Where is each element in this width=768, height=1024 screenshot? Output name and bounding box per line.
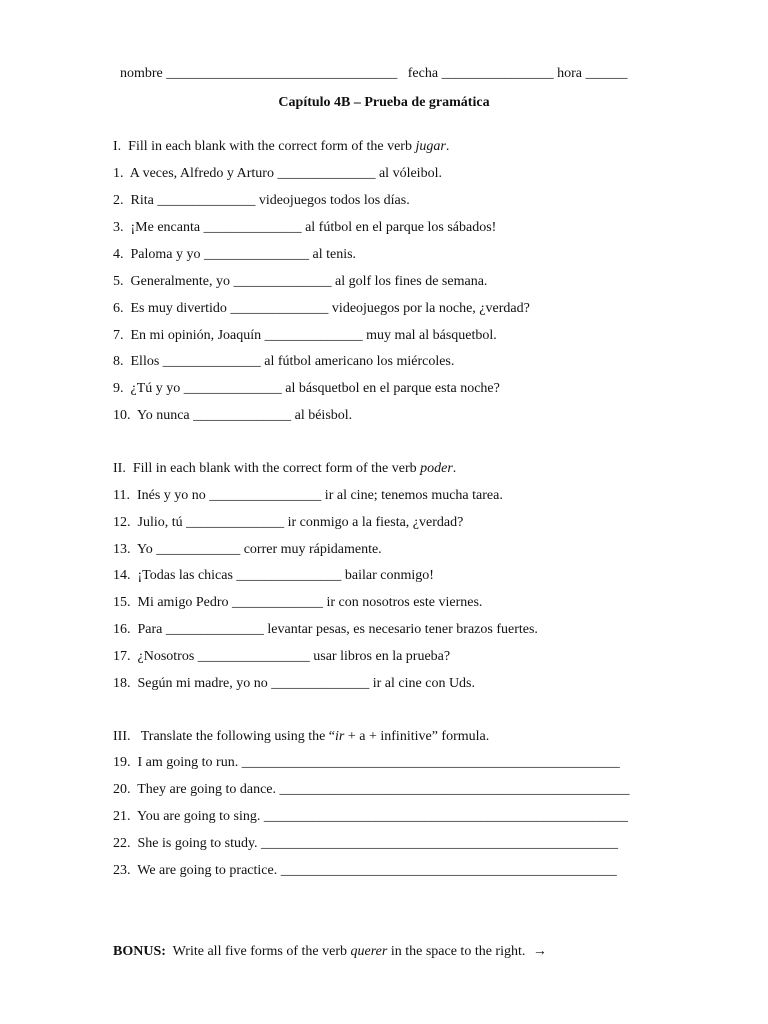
bonus-line: BONUS: Write all five forms of the verb querer in the space to the right. →: [113, 944, 547, 959]
question-item[interactable]: 14. ¡Todas las chicas _______________ bailar conmigo!: [113, 568, 434, 583]
bonus-verb: querer: [350, 944, 388, 959]
question-item[interactable]: 7. En mi opinión, Joaquín ______________ muy mal al básquetbol.: [113, 328, 497, 343]
question-item[interactable]: 3. ¡Me encanta ______________ al fútbol en el parque los sábados!: [113, 220, 497, 235]
header-line: [113, 47, 627, 83]
question-item[interactable]: 10. Yo nunca ______________ al béisbol.: [113, 408, 353, 423]
question-item[interactable]: 19. I am going to run. ______________________________________________________: [113, 755, 620, 770]
question-item[interactable]: 18. Según mi madre, yo no ______________ ir al cine con Uds.: [113, 676, 476, 691]
question-item[interactable]: 5. Generalmente, yo ______________ al golf los fines de semana.: [113, 274, 488, 289]
question-item[interactable]: 2. Rita ______________ videojuegos todos los días.: [113, 193, 410, 208]
question-item[interactable]: 23. We are going to practice. ________________________________________________: [113, 863, 617, 878]
page-title: Capítulo 4B – Prueba de gramática: [278, 95, 490, 110]
question-item[interactable]: 17. ¿Nosotros ________________ usar libros en la prueba?: [113, 649, 451, 664]
question-item[interactable]: 1. A veces, Alfredo y Arturo ______________ al vóleibol.: [113, 166, 442, 181]
bonus-label: BONUS:: [113, 944, 166, 959]
question-item[interactable]: 11. Inés y yo no ________________ ir al cine; tenemos mucha tarea.: [113, 488, 503, 503]
hora-field[interactable]: hora ______: [557, 66, 628, 81]
arrow-right-icon: →: [532, 944, 547, 959]
fecha-field[interactable]: fecha ________________: [407, 66, 554, 81]
question-item[interactable]: 8. Ellos ______________ al fútbol americano los miércoles.: [113, 354, 455, 369]
question-item[interactable]: 22. She is going to study. ___________________________________________________: [113, 836, 619, 851]
question-item[interactable]: 21. You are going to sing. ____________________________________________________: [113, 809, 628, 824]
question-item[interactable]: 12. Julio, tú ______________ ir conmigo a la fiesta, ¿verdad?: [113, 515, 464, 530]
nombre-field[interactable]: nombre _________________________________: [120, 66, 398, 81]
question-item[interactable]: 6. Es muy divertido ______________ videojuegos por la noche, ¿verdad?: [113, 301, 530, 316]
section-1-intro: I. Fill in each blank with the correct form of the verb jugar.: [113, 139, 450, 154]
question-item[interactable]: 4. Paloma y yo _______________ al tenis.: [113, 247, 357, 262]
question-item[interactable]: 9. ¿Tú y yo ______________ al básquetbol en el parque esta noche?: [113, 381, 500, 396]
section-2-verb: poder: [420, 461, 453, 476]
section-3-ir: ir: [335, 729, 345, 744]
question-item[interactable]: 13. Yo ____________ correr muy rápidamente.: [113, 542, 382, 557]
question-item[interactable]: 15. Mi amigo Pedro _____________ ir con nosotros este viernes.: [113, 595, 483, 610]
section-1-verb: jugar: [415, 139, 446, 154]
section-2-intro: II. Fill in each blank with the correct form of the verb poder.: [113, 461, 457, 476]
question-item[interactable]: 16. Para ______________ levantar pesas, es necesario tener brazos fuertes.: [113, 622, 538, 637]
section-3-intro: III. Translate the following using the “ir + a + infinitive” formula.: [113, 729, 490, 744]
question-item[interactable]: 20. They are going to dance. __________________________________________________: [113, 782, 630, 797]
